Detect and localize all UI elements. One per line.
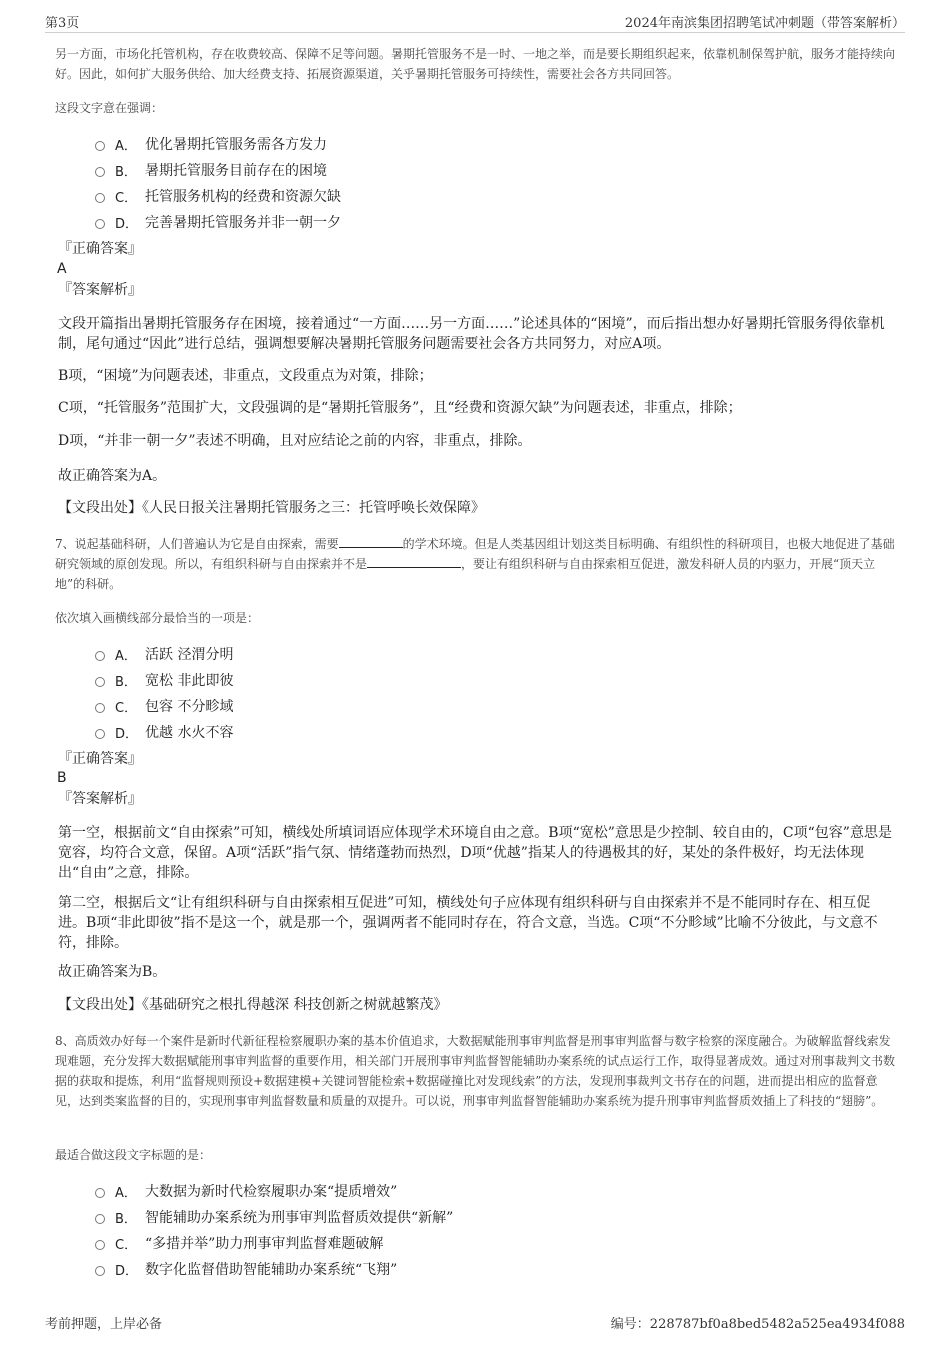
q7-analysis-1: 第一空，根据前文“自由探索”可知，横线处所填词语应体现学术环境自由之意。B项“宽松”意思是少控制、较自由的，C项“包容”意思是宽容，均符合文意，保留。A项“活跃”指气氛、情绪蓬勃而热烈，D项“优越”指某人的待遇极其的好，某处的条件极好，均无法体现出“自由”之意，排除。 — [58, 825, 892, 881]
q6-option-c[interactable]: C． 托管服务机构的经费和资源欠缺 — [95, 185, 341, 207]
q6-analysis-label: 『答案解析』 — [58, 282, 142, 298]
q8-option-a[interactable]: A． 大数据为新时代检察履职办案“提质增效” — [95, 1180, 397, 1202]
q6-answer-label: 『正确答案』 — [58, 241, 142, 257]
q7-option-c[interactable]: C． 包容 不分畛域 — [95, 695, 233, 717]
radio-icon[interactable] — [95, 729, 105, 739]
radio-icon[interactable] — [95, 193, 105, 203]
q7-analysis-label: 『答案解析』 — [58, 791, 142, 807]
radio-icon[interactable] — [95, 1240, 105, 1250]
q6-option-a[interactable]: A． 优化暑期托管服务需各方发力 — [95, 133, 327, 155]
q6-option-b[interactable]: B． 暑期托管服务目前存在的困境 — [95, 159, 327, 181]
page-footer — [45, 1313, 905, 1332]
document-id: 编号：228787bf0a8bed5482a525ea4934f088 — [610, 1317, 905, 1332]
q6-analysis-1: 文段开篇指出暑期托管服务存在困境，接着通过“一方面……另一方面……”论述具体的“困境”，而后指出想办好暑期托管服务得依靠机制，尾句通过“因此”进行总结，强调想要解决暑期托管服务问题需要社会各方共同努力，对应A项。 — [58, 316, 885, 352]
q7-passage: 7、说起基础科研，人们普遍认为它是自由探索，需要 的学术环境。但是人类基因组计划这类目标明确、有组织性的科研项目，也极大地促进了基础研究领域的原创发现。所以，有组织科研与自由探索并不是 ，要让有组织科研与自由探索相互促进，激发科研人员的内驱力，开展“顶天立地”的科研。 — [55, 537, 895, 591]
radio-icon[interactable] — [95, 651, 105, 661]
q6-prompt: 这段文字意在强调： — [55, 101, 164, 115]
q6-analysis-5: 故正确答案为A。 — [58, 468, 167, 484]
radio-icon[interactable] — [95, 141, 105, 151]
footer-slogan: 考前押题，上岸必备 — [45, 1317, 163, 1332]
radio-icon[interactable] — [95, 1188, 105, 1198]
q6-source: 【文段出处】《人民日报关注暑期托管服务之三：托管呼唤长效保障》 — [58, 500, 485, 516]
q7-analysis-2: 第二空，根据后文“让有组织科研与自由探索相互促进”可知，横线处句子应体现有组织科研与自由探索并不是不能同时存在、相互促进。B项“非此即彼”指不是这一个，就是那一个，强调两者不能同时存在，符合文意，当选。C项“不分畛域”比喻不分彼此，与文意不符，排除。 — [58, 895, 878, 951]
q8-option-b[interactable]: B． 智能辅助办案系统为刑事审判监督质效提供“新解” — [95, 1206, 453, 1228]
q7-answer: B — [57, 770, 67, 786]
radio-icon[interactable] — [95, 1214, 105, 1224]
q6-analysis-2: B项，“困境”为问题表述，非重点，文段重点为对策，排除； — [58, 368, 433, 384]
radio-icon[interactable] — [95, 219, 105, 229]
q6-analysis-4: D项，“并非一朝一夕”表述不明确，且对应结论之前的内容，非重点，排除。 — [58, 433, 532, 449]
q8-prompt: 最适合做这段文字标题的是： — [55, 1148, 212, 1162]
q7-option-d[interactable]: D． 优越 水火不容 — [95, 721, 233, 743]
q7-source: 【文段出处】《基础研究之根扎得越深 科技创新之树就越繁茂》 — [58, 997, 448, 1013]
radio-icon[interactable] — [95, 167, 105, 177]
q7-prompt: 依次填入画横线部分最恰当的一项是： — [55, 611, 260, 625]
q7-option-b[interactable]: B． 宽松 非此即彼 — [95, 669, 233, 691]
q6-passage: 另一方面，市场化托管机构，存在收费较高、保障不足等问题。暑期托管服务不是一时、一地之举，而是要长期组织起来，依靠机制保驾护航，服务才能持续向好。因此，如何扩大服务供给、加大经费支持、拓展资源渠道，关乎暑期托管服务可持续性，需要社会各方共同回答。 — [55, 47, 896, 81]
radio-icon[interactable] — [95, 1266, 105, 1276]
q7-analysis-3: 故正确答案为B。 — [58, 964, 167, 980]
q7-blank-1 — [339, 535, 403, 548]
q6-option-d[interactable]: D． 完善暑期托管服务并非一朝一夕 — [95, 211, 341, 233]
q7-answer-label: 『正确答案』 — [58, 751, 142, 767]
q7-blank-2 — [367, 555, 461, 568]
page-number: 第3页 — [45, 16, 80, 31]
radio-icon[interactable] — [95, 703, 105, 713]
page-header — [45, 12, 905, 33]
document-title: 2024年南滨集团招聘笔试冲刺题（带答案解析） — [624, 16, 905, 31]
q8-passage: 8、高质效办好每一个案件是新时代新征程检察履职办案的基本价值追求，大数据赋能刑事审判监督是刑事审判监督与数字检察的深度融合。为破解监督线索发现难题，充分发挥大数据赋能刑事审判监督的重要作用，相关部门开展刑事审判监督智能辅助办案系统的试点运行工作，取得显著成效。通过对刑事裁判文书数据的获取和提炼，利用“监督规则预设+数据建模+关键词智能检索+数据碰撞比对发现线索”的方法，发现刑事裁判文书存在的问题，进而提出相应的监督意见，达到类案监督的目的，实现刑事审判监督数量和质量的双提升。可以说，刑事审判监督智能辅助办案系统为提升刑事审判监督质效插上了科技的“翅膀”。 — [55, 1034, 896, 1108]
radio-icon[interactable] — [95, 677, 105, 687]
q7-option-a[interactable]: A． 活跃 泾渭分明 — [95, 643, 233, 665]
q8-option-c[interactable]: C． “多措并举”助力刑事审判监督难题破解 — [95, 1232, 383, 1254]
q6-analysis-3: C项，“托管服务”范围扩大，文段强调的是“暑期托管服务”，且“经费和资源欠缺”为问题表述，非重点，排除； — [58, 400, 742, 416]
q6-answer: A — [57, 261, 67, 277]
q8-option-d[interactable]: D． 数字化监督借助智能辅助办案系统“飞翔” — [95, 1258, 397, 1280]
